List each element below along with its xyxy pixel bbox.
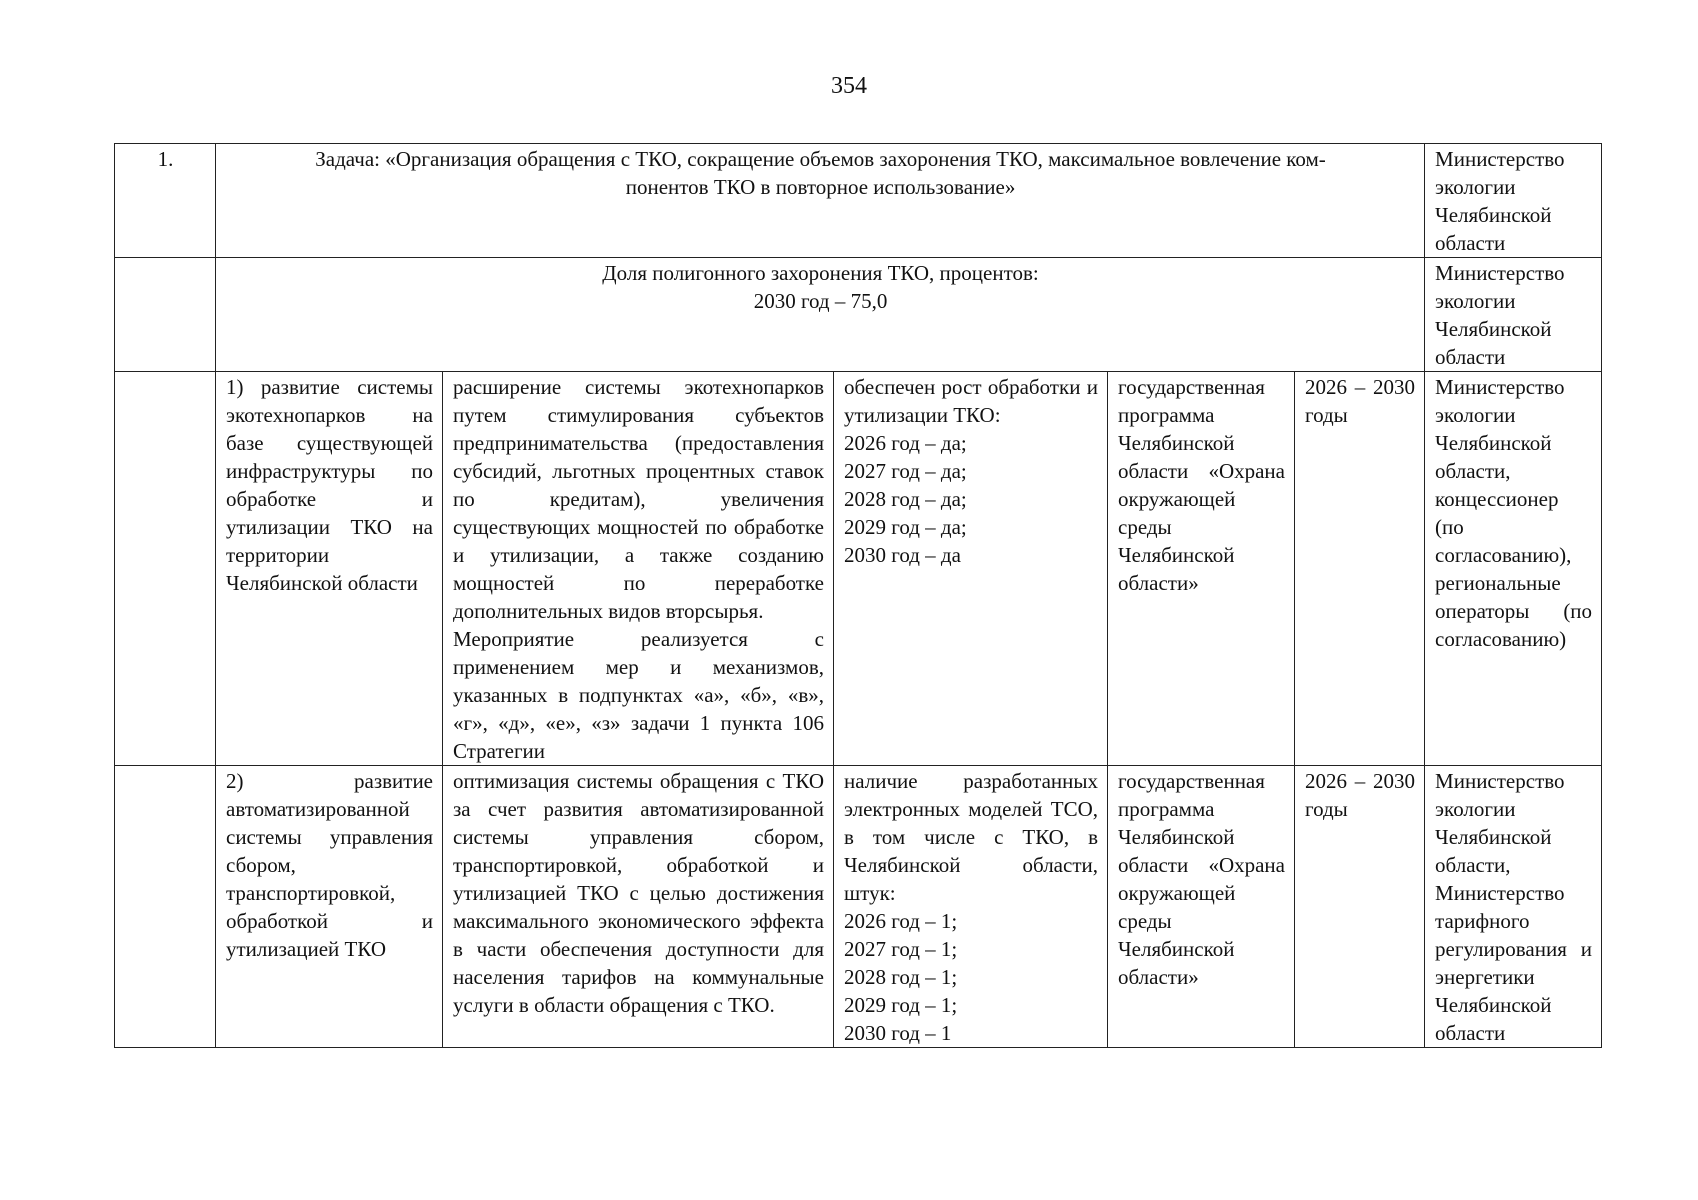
indicator-line: Доля полигонного захоронения ТКО, процентов: [602, 261, 1039, 285]
table-row [115, 766, 1602, 1048]
measure-description-text: расширение системы экотехнопарков путем стимулирования субъектов предпринимательства (предоставления субсидий, льготных процентных ставок по кредитам), увеличения существующих мощностей по обработке и утилизации, а также созданию мощностей по переработке дополнительных видов вторсырья. [453, 375, 824, 623]
task-row [115, 144, 1602, 258]
indicator-responsible: Министерство экологии Челябинской области [1425, 258, 1602, 372]
state-program: государственная программа Челябинской области «Охрана окружающей среды Челябинской области» [1108, 766, 1295, 1048]
task-title-line: Задача: «Организация обращения с ТКО, сокращение объемов захоронения ТКО, максимальное вовлечение ком- [315, 147, 1326, 171]
empty-cell [115, 372, 216, 766]
expected-result [834, 372, 1108, 766]
measure-name: 1) развитие системы экотехнопарков на базе существующей инфраструктуры по обработке и утилизации ТКО на территории Челябинской области [216, 372, 443, 766]
indicator-line: 2030 год – 75,0 [753, 289, 888, 313]
result-year: 2030 год – 1 [844, 1021, 952, 1045]
table-row [115, 372, 1602, 766]
indicator-row [115, 258, 1602, 372]
indicator-text [216, 258, 1425, 372]
empty-cell [115, 258, 216, 372]
measure-name: 2) развитие автоматизированной системы управления сбором, транспортировкой, обработкой и утилизацией ТКО [216, 766, 443, 1048]
measures-table [114, 143, 1602, 1048]
responsible: Министерство экологии Челябинской области, концессионер (по согласованию), региональные операторы (по согласованию) [1425, 372, 1602, 766]
task-responsible: Министерство экологии Челябинской области [1425, 144, 1602, 258]
result-year: 2029 год – да; [844, 515, 967, 539]
section-number: 1. [115, 144, 216, 258]
result-intro: обеспечен рост обработки и утилизации ТКО: [844, 375, 1098, 427]
result-year: 2026 год – 1; [844, 909, 958, 933]
page-number: 354 [831, 73, 867, 99]
measure-description [443, 372, 834, 766]
responsible: Министерство экологии Челябинской области, Министерство тарифного регулирования и энергетики Челябинской области [1425, 766, 1602, 1048]
result-year: 2028 год – 1; [844, 965, 958, 989]
measure-note: Мероприятие реализуется с применением мер и механизмов, указанных в подпунктах «а», «б», «в», «г», «д», «е», «з» задачи 1 пункта 106 Стратегии [453, 627, 824, 763]
expected-result [834, 766, 1108, 1048]
task-title [216, 144, 1425, 258]
measure-description: оптимизация системы обращения с ТКО за счет развития автоматизированной системы управления сбором, транспортировкой, обработкой и утилизацией ТКО с целью достижения максимального экономического эффекта в части обеспечения доступности для населения тарифов на коммунальные услуги в области обращения с ТКО. [443, 766, 834, 1048]
task-title-line: понентов ТКО в повторное использование» [625, 175, 1016, 199]
result-year: 2027 год – да; [844, 459, 967, 483]
period: 2026 – 2030 годы [1295, 766, 1425, 1048]
result-year: 2030 год – да [844, 543, 961, 567]
period: 2026 – 2030 годы [1295, 372, 1425, 766]
state-program: государственная программа Челябинской области «Охрана окружающей среды Челябинской области» [1108, 372, 1295, 766]
result-intro: наличие разработанных электронных моделей ТСО, в том числе с ТКО, в Челябинской области, штук: [844, 769, 1098, 905]
result-year: 2029 год – 1; [844, 993, 958, 1017]
result-year: 2027 год – 1; [844, 937, 958, 961]
empty-cell [115, 766, 216, 1048]
result-year: 2026 год – да; [844, 431, 967, 455]
result-year: 2028 год – да; [844, 487, 967, 511]
